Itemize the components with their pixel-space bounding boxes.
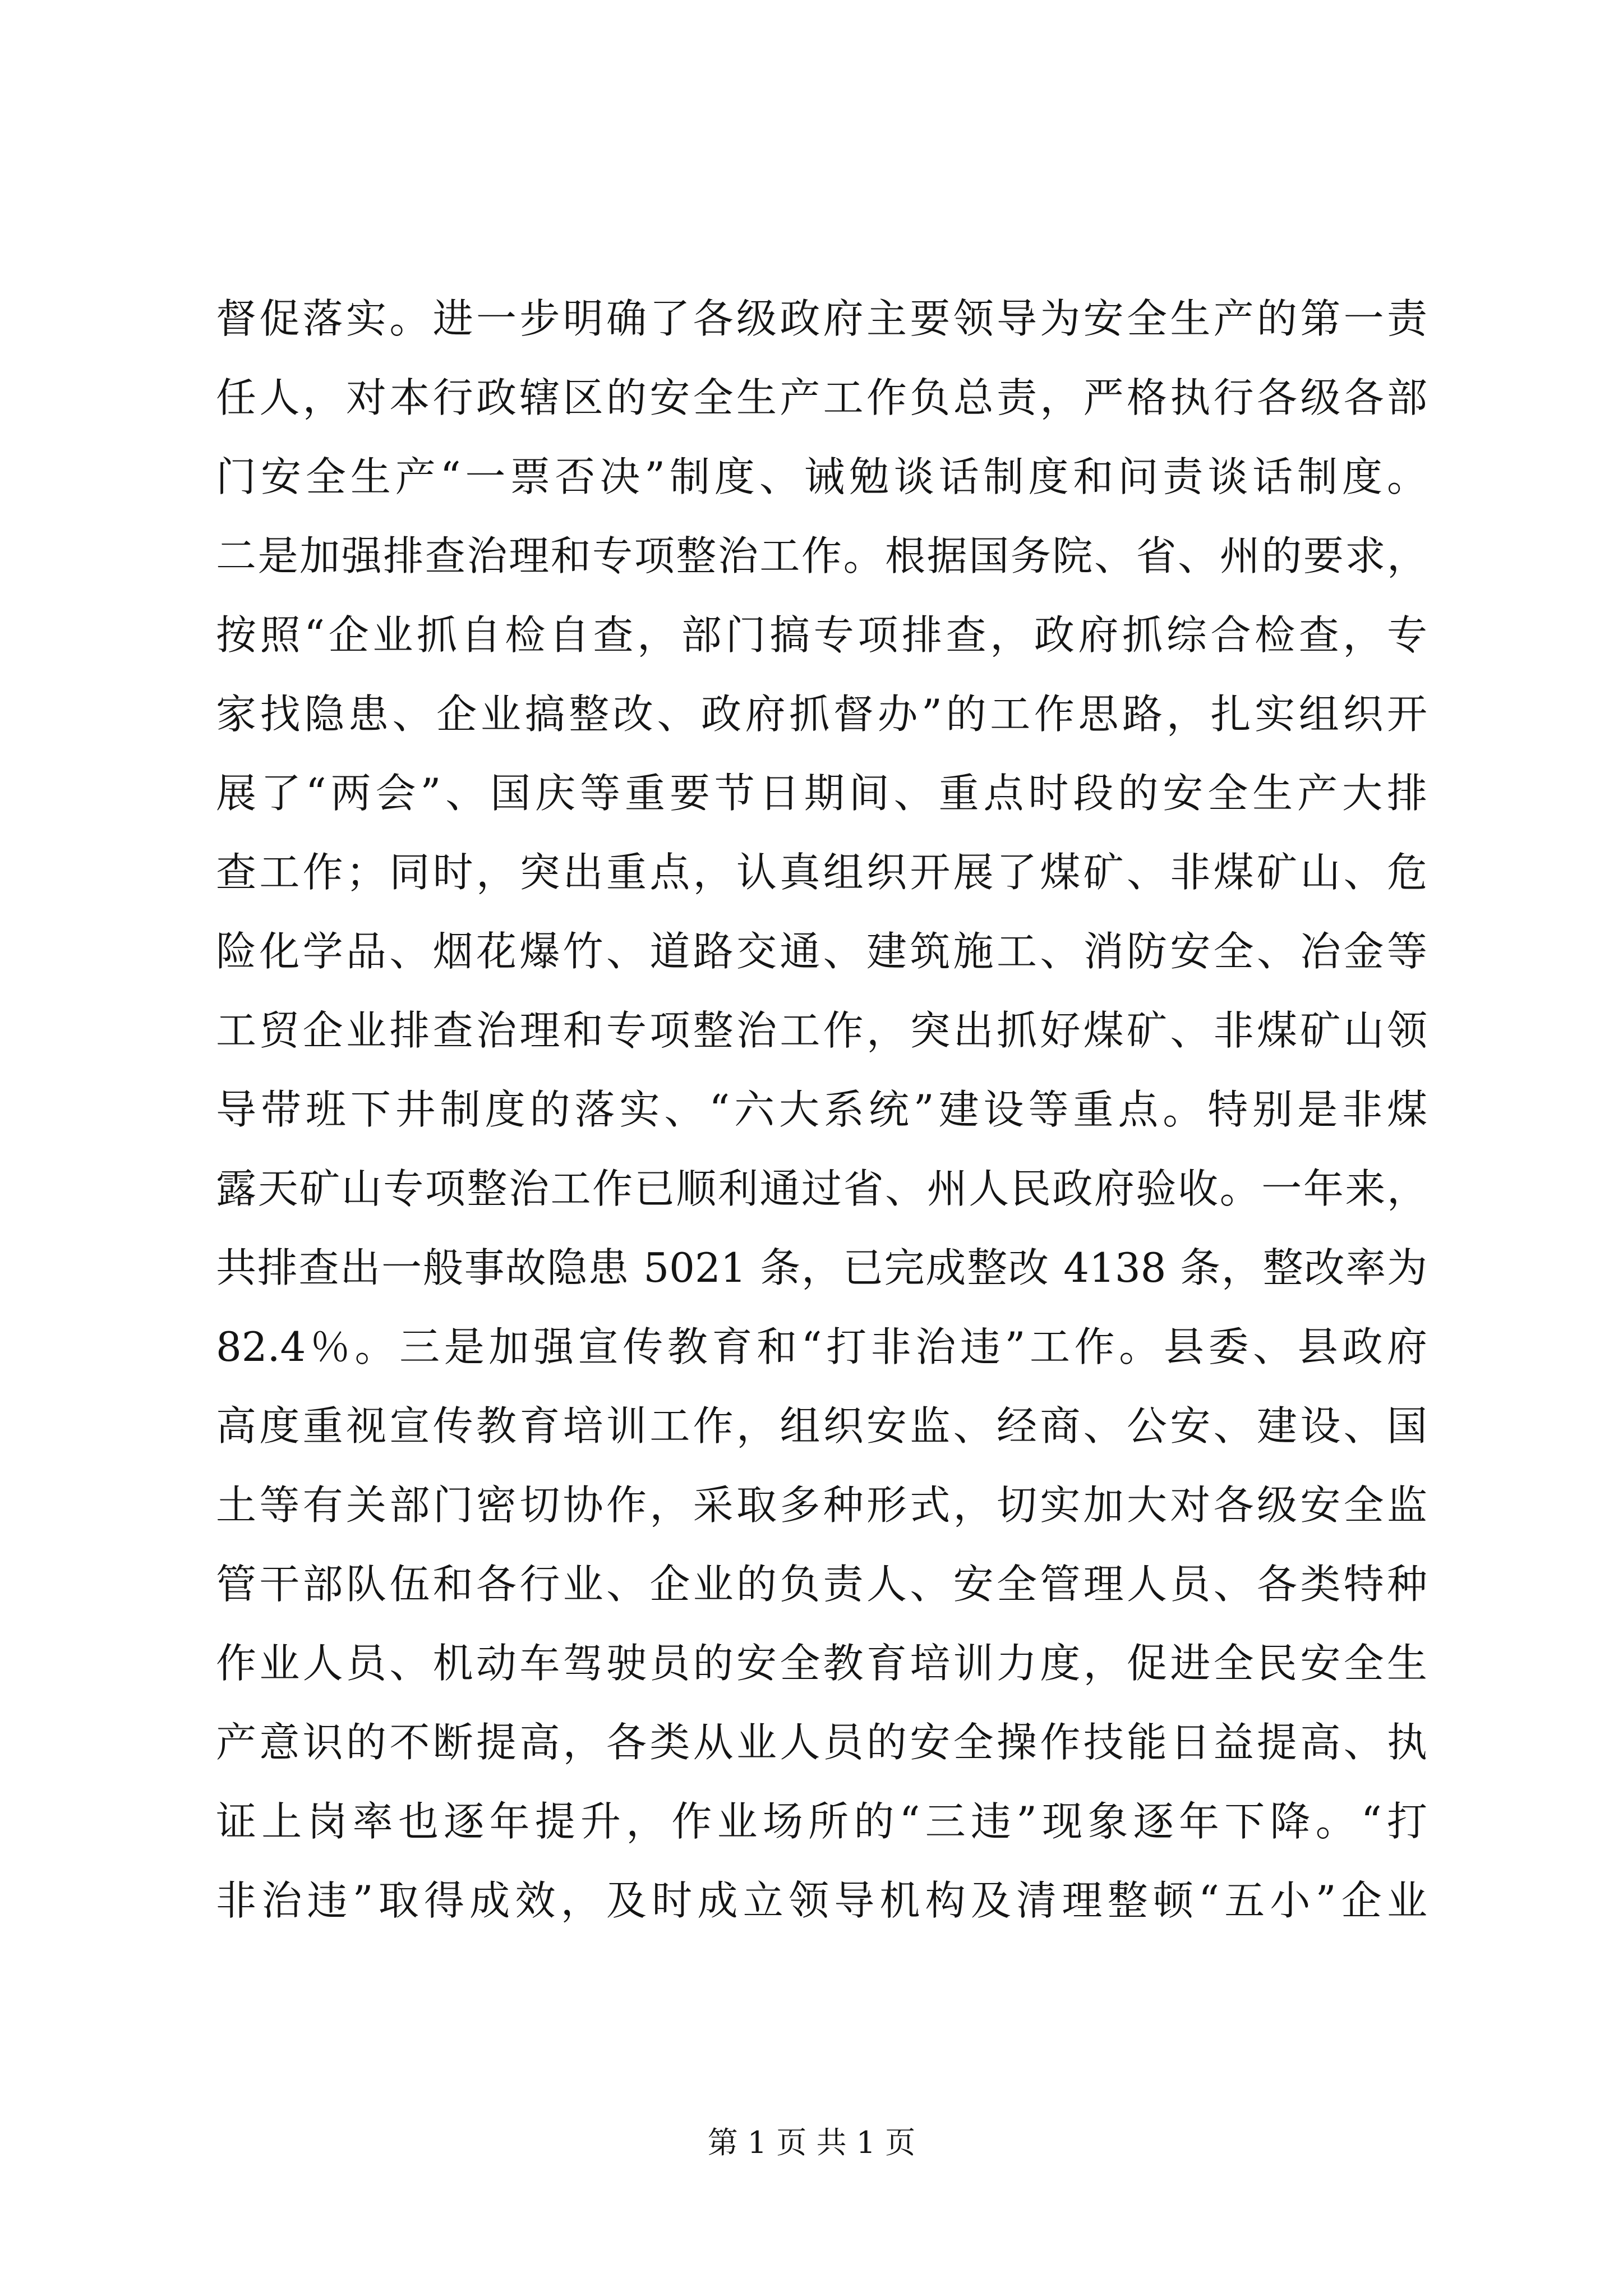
text-line: 门安全生产“一票否决”制度、诫勉谈话制度和问责谈话制度。 bbox=[216, 453, 1427, 500]
text-line: 按照“企业抓自检自查，部门搞专项排查，政府抓综合检查，专 bbox=[216, 611, 1427, 659]
text-line: 险化学品、烟花爆竹、道路交通、建筑施工、消防安全、冶金等 bbox=[216, 928, 1427, 975]
text-line: 非治违”取得成效，及时成立领导机构及清理整顿“五小”企业 bbox=[216, 1877, 1427, 1924]
text-line: 任人，对本行政辖区的安全生产工作负总责，严格执行各级各部 bbox=[216, 374, 1427, 421]
text-line: 露天矿山专项整治工作已顺利通过省、州人民政府验收。一年来， bbox=[216, 1165, 1427, 1212]
text-line: 查工作；同时，突出重点，认真组织开展了煤矿、非煤矿山、危 bbox=[216, 849, 1427, 896]
page-number-label: 第 1 页 共 1 页 bbox=[707, 2125, 916, 2160]
text-line: 82.4％。三是加强宣传教育和“打非治违”工作。县委、县政府 bbox=[216, 1323, 1427, 1370]
text-line: 土等有关部门密切协作，采取多种形式，切实加大对各级安全监 bbox=[216, 1481, 1427, 1529]
text-line: 管干部队伍和各行业、企业的负责人、安全管理人员、各类特种 bbox=[216, 1561, 1427, 1608]
text-line: 家找隐患、企业搞整改、政府抓督办”的工作思路，扎实组织开 bbox=[216, 691, 1427, 738]
text-line: 工贸企业排查治理和专项整治工作，突出抓好煤矿、非煤矿山领 bbox=[216, 1007, 1427, 1054]
text-line: 共排查出一般事故隐患 5021 条，已完成整改 4138 条，整改率为 bbox=[216, 1244, 1427, 1291]
text-line: 高度重视宣传教育培训工作，组织安监、经商、公安、建设、国 bbox=[216, 1402, 1427, 1450]
text-line: 产意识的不断提高，各类从业人员的安全操作技能日益提高、执 bbox=[216, 1719, 1427, 1766]
text-line: 二是加强排查治理和专项整治工作。根据国务院、省、州的要求， bbox=[216, 532, 1427, 579]
text-line: 督促落实。进一步明确了各级政府主要领导为安全生产的第一责 bbox=[216, 295, 1427, 342]
text-line: 导带班下井制度的落实、“六大系统”建设等重点。特别是非煤 bbox=[216, 1086, 1427, 1133]
text-line: 证上岗率也逐年提升，作业场所的“三违”现象逐年下降。“打 bbox=[216, 1798, 1427, 1845]
page-footer bbox=[0, 2123, 1623, 2162]
body-text bbox=[216, 279, 1427, 1940]
text-line: 展了“两会”、国庆等重要节日期间、重点时段的安全生产大排 bbox=[216, 770, 1427, 817]
text-line: 作业人员、机动车驾驶员的安全教育培训力度，促进全民安全生 bbox=[216, 1640, 1427, 1687]
